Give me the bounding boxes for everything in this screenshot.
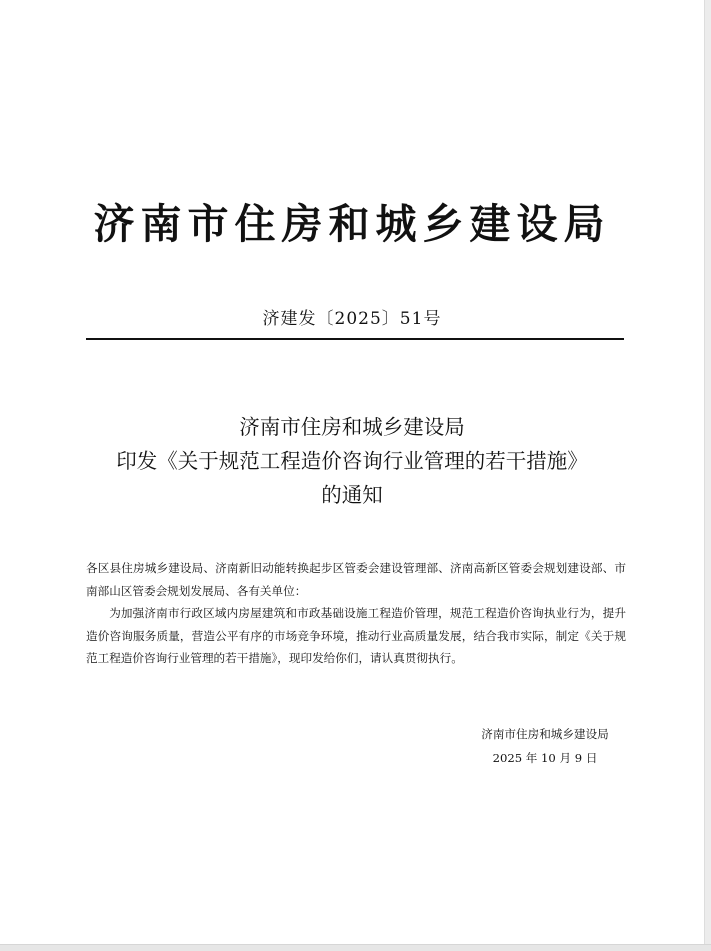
document-number: 济建发〔2025〕51号 [262, 309, 442, 329]
header-divider-line [86, 338, 624, 340]
signature-block [470, 722, 620, 770]
title-line-1: 济南市住房和城乡建设局 [239, 415, 465, 439]
issuing-authority-header: 济南市住房和城乡建设局 [93, 200, 611, 248]
signature-date: 2025 年 10 月 9 日 [492, 751, 598, 765]
viewer-right-edge [704, 0, 711, 951]
viewer-bottom-edge [0, 944, 711, 951]
body-paragraph: 为加强济南市行政区域内房屋建筑和市政基础设施工程造价管理，规范工程造价咨询执业行为，提升造价咨询服务质量，营造公平有序的市场竞争环境，推动行业高质量发展，结合我市实际，制定《关于规范工程造价咨询行业管理的若干措施》，现印发给你们，请认真贯彻执行。 [86, 606, 626, 665]
notice-title [0, 410, 704, 512]
recipients-paragraph: 各区县住房城乡建设局、济南新旧动能转换起步区管委会建设管理部、济南高新区管委会规划建设部、市南部山区管委会规划发展局、各有关单位： [86, 561, 626, 598]
notice-body [86, 557, 626, 670]
title-line-2: 印发《关于规范工程造价咨询行业管理的若干措施》 [116, 449, 588, 473]
title-line-3: 的通知 [321, 483, 383, 507]
signature-organization: 济南市住房和城乡建设局 [481, 727, 609, 741]
